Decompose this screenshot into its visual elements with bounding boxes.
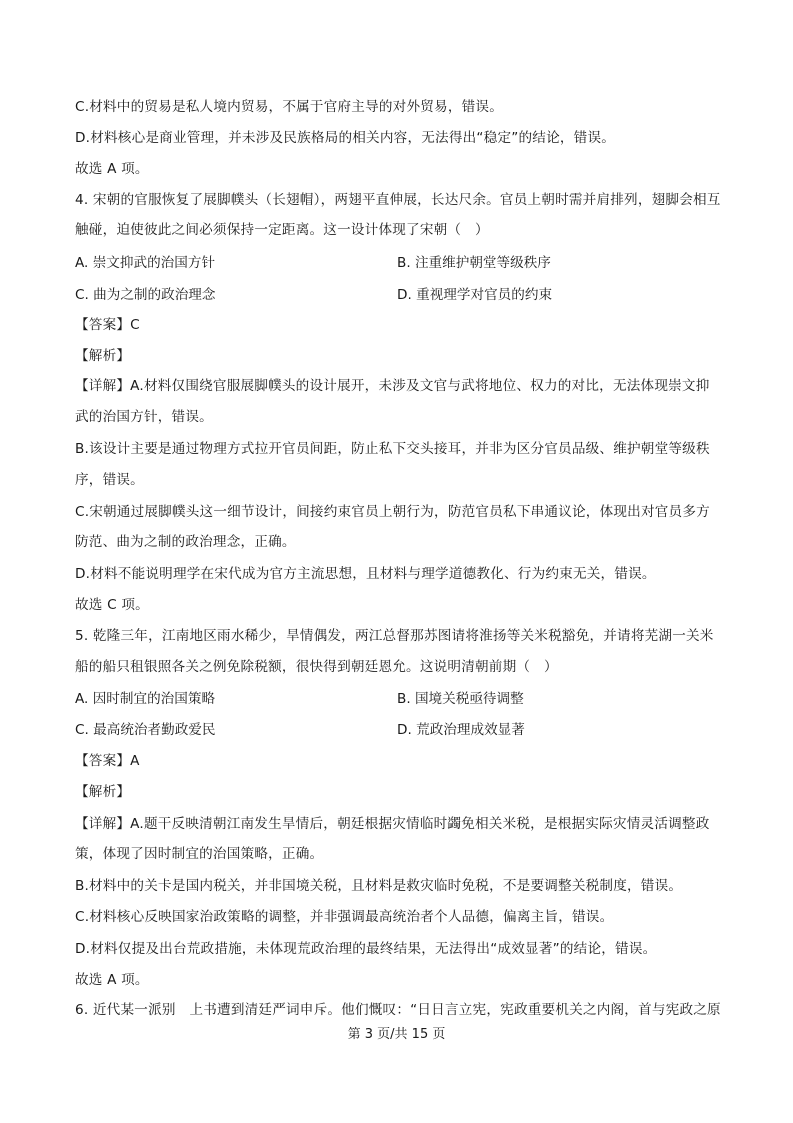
text-line: 序，错误。 xyxy=(75,472,144,488)
text-line: 故选 A 项。 xyxy=(75,972,149,988)
text-line: C.材料核心反映国家治政策略的调整，并非强调最高统治者个人品德，偏离主旨，错误。 xyxy=(75,909,614,925)
text-line: 【详解】A.材料仅围绕官服展脚幞头的设计展开，未涉及文官与武将地位、权力的对比，无法体现崇文抑 xyxy=(75,378,710,394)
text-line: D.材料核心是商业管理，并未涉及民族格局的相关内容，无法得出“稳定”的结论，错误。 xyxy=(75,130,616,146)
question-4-stem: 触碰，迫使彼此之间必须保持一定距离。这一设计体现了宋朝（ ） xyxy=(75,222,489,238)
analysis-label: 【解析】 xyxy=(75,784,131,800)
text-line: 防范、曲为之制的政治理念，正确。 xyxy=(75,534,296,550)
option-c: C. 曲为之制的政治理念 xyxy=(75,287,216,303)
option-b: B. 注重维护朝堂等级秩序 xyxy=(397,255,551,271)
text-line: 武的治国方针，错误。 xyxy=(75,409,213,425)
option-d: D. 重视理学对官员的约束 xyxy=(397,287,553,303)
text-line: D.材料仅提及出台荒政措施，未体现荒政治理的最终结果，无法得出“成效显著”的结论，错误。 xyxy=(75,941,657,957)
text-line: 故选 C 项。 xyxy=(75,597,149,613)
option-b: B. 国境关税亟待调整 xyxy=(397,691,524,707)
text-line: C.材料中的贸易是私人境内贸易，不属于官府主导的对外贸易，错误。 xyxy=(75,99,504,115)
question-5-stem: 船的船只租银照各关之例免除税额，很快得到朝廷恩允。这说明清朝前期（ ） xyxy=(75,659,558,675)
text-line: 【详解】A.题干反映清朝江南发生旱情后，朝廷根据灾情临时蠲免相关米税，是根据实际灾情灵活调整政 xyxy=(75,816,710,832)
option-a: A. 因时制宜的治国策略 xyxy=(75,691,216,707)
text-line: 策，体现了因时制宜的治国策略，正确。 xyxy=(75,846,324,862)
text-line: B.材料中的关卡是国内税关，并非国境关税，且材料是救灾临时免税，不是要调整关税制度，错误。 xyxy=(75,878,683,894)
question-4-stem: 4. 宋朝的官服恢复了展脚幞头（长翅帽），两翅平直伸展，长达尺余。官员上朝时需并肩排列，翅脚会相互 xyxy=(75,192,721,208)
question-6-stem: 6. 近代某一派别 上书遭到清廷严词申斥。他们慨叹：“日日言立宪，宪政重要机关之内阁，首与宪政之原 xyxy=(75,1002,721,1018)
answer-label: 【答案】A xyxy=(75,753,140,769)
text-line: 故选 A 项。 xyxy=(75,161,149,177)
analysis-label: 【解析】 xyxy=(75,348,131,364)
text-line: C.宋朝通过展脚幞头这一细节设计，间接约束官员上朝行为，防范官员私下串通议论，体现出对官员多方 xyxy=(75,504,710,520)
answer-label: 【答案】C xyxy=(75,317,140,333)
option-c: C. 最高统治者勤政爱民 xyxy=(75,722,216,738)
page-footer: 第 3 页/共 15 页 xyxy=(347,1027,446,1042)
option-d: D. 荒政治理成效显著 xyxy=(397,722,525,738)
text-line: D.材料不能说明理学在宋代成为官方主流思想，且材料与理学道德教化、行为约束无关，错误。 xyxy=(75,566,656,582)
question-5-stem: 5. 乾隆三年，江南地区雨水稀少，旱情偶发，两江总督那苏图请将淮扬等关米税豁免，并请将芜湖一关米 xyxy=(75,628,714,644)
text-line: B.该设计主要是通过物理方式拉开官员间距，防止私下交头接耳，并非为区分官员品级、维护朝堂等级秩 xyxy=(75,441,710,457)
option-a: A. 崇文抑武的治国方针 xyxy=(75,255,216,271)
